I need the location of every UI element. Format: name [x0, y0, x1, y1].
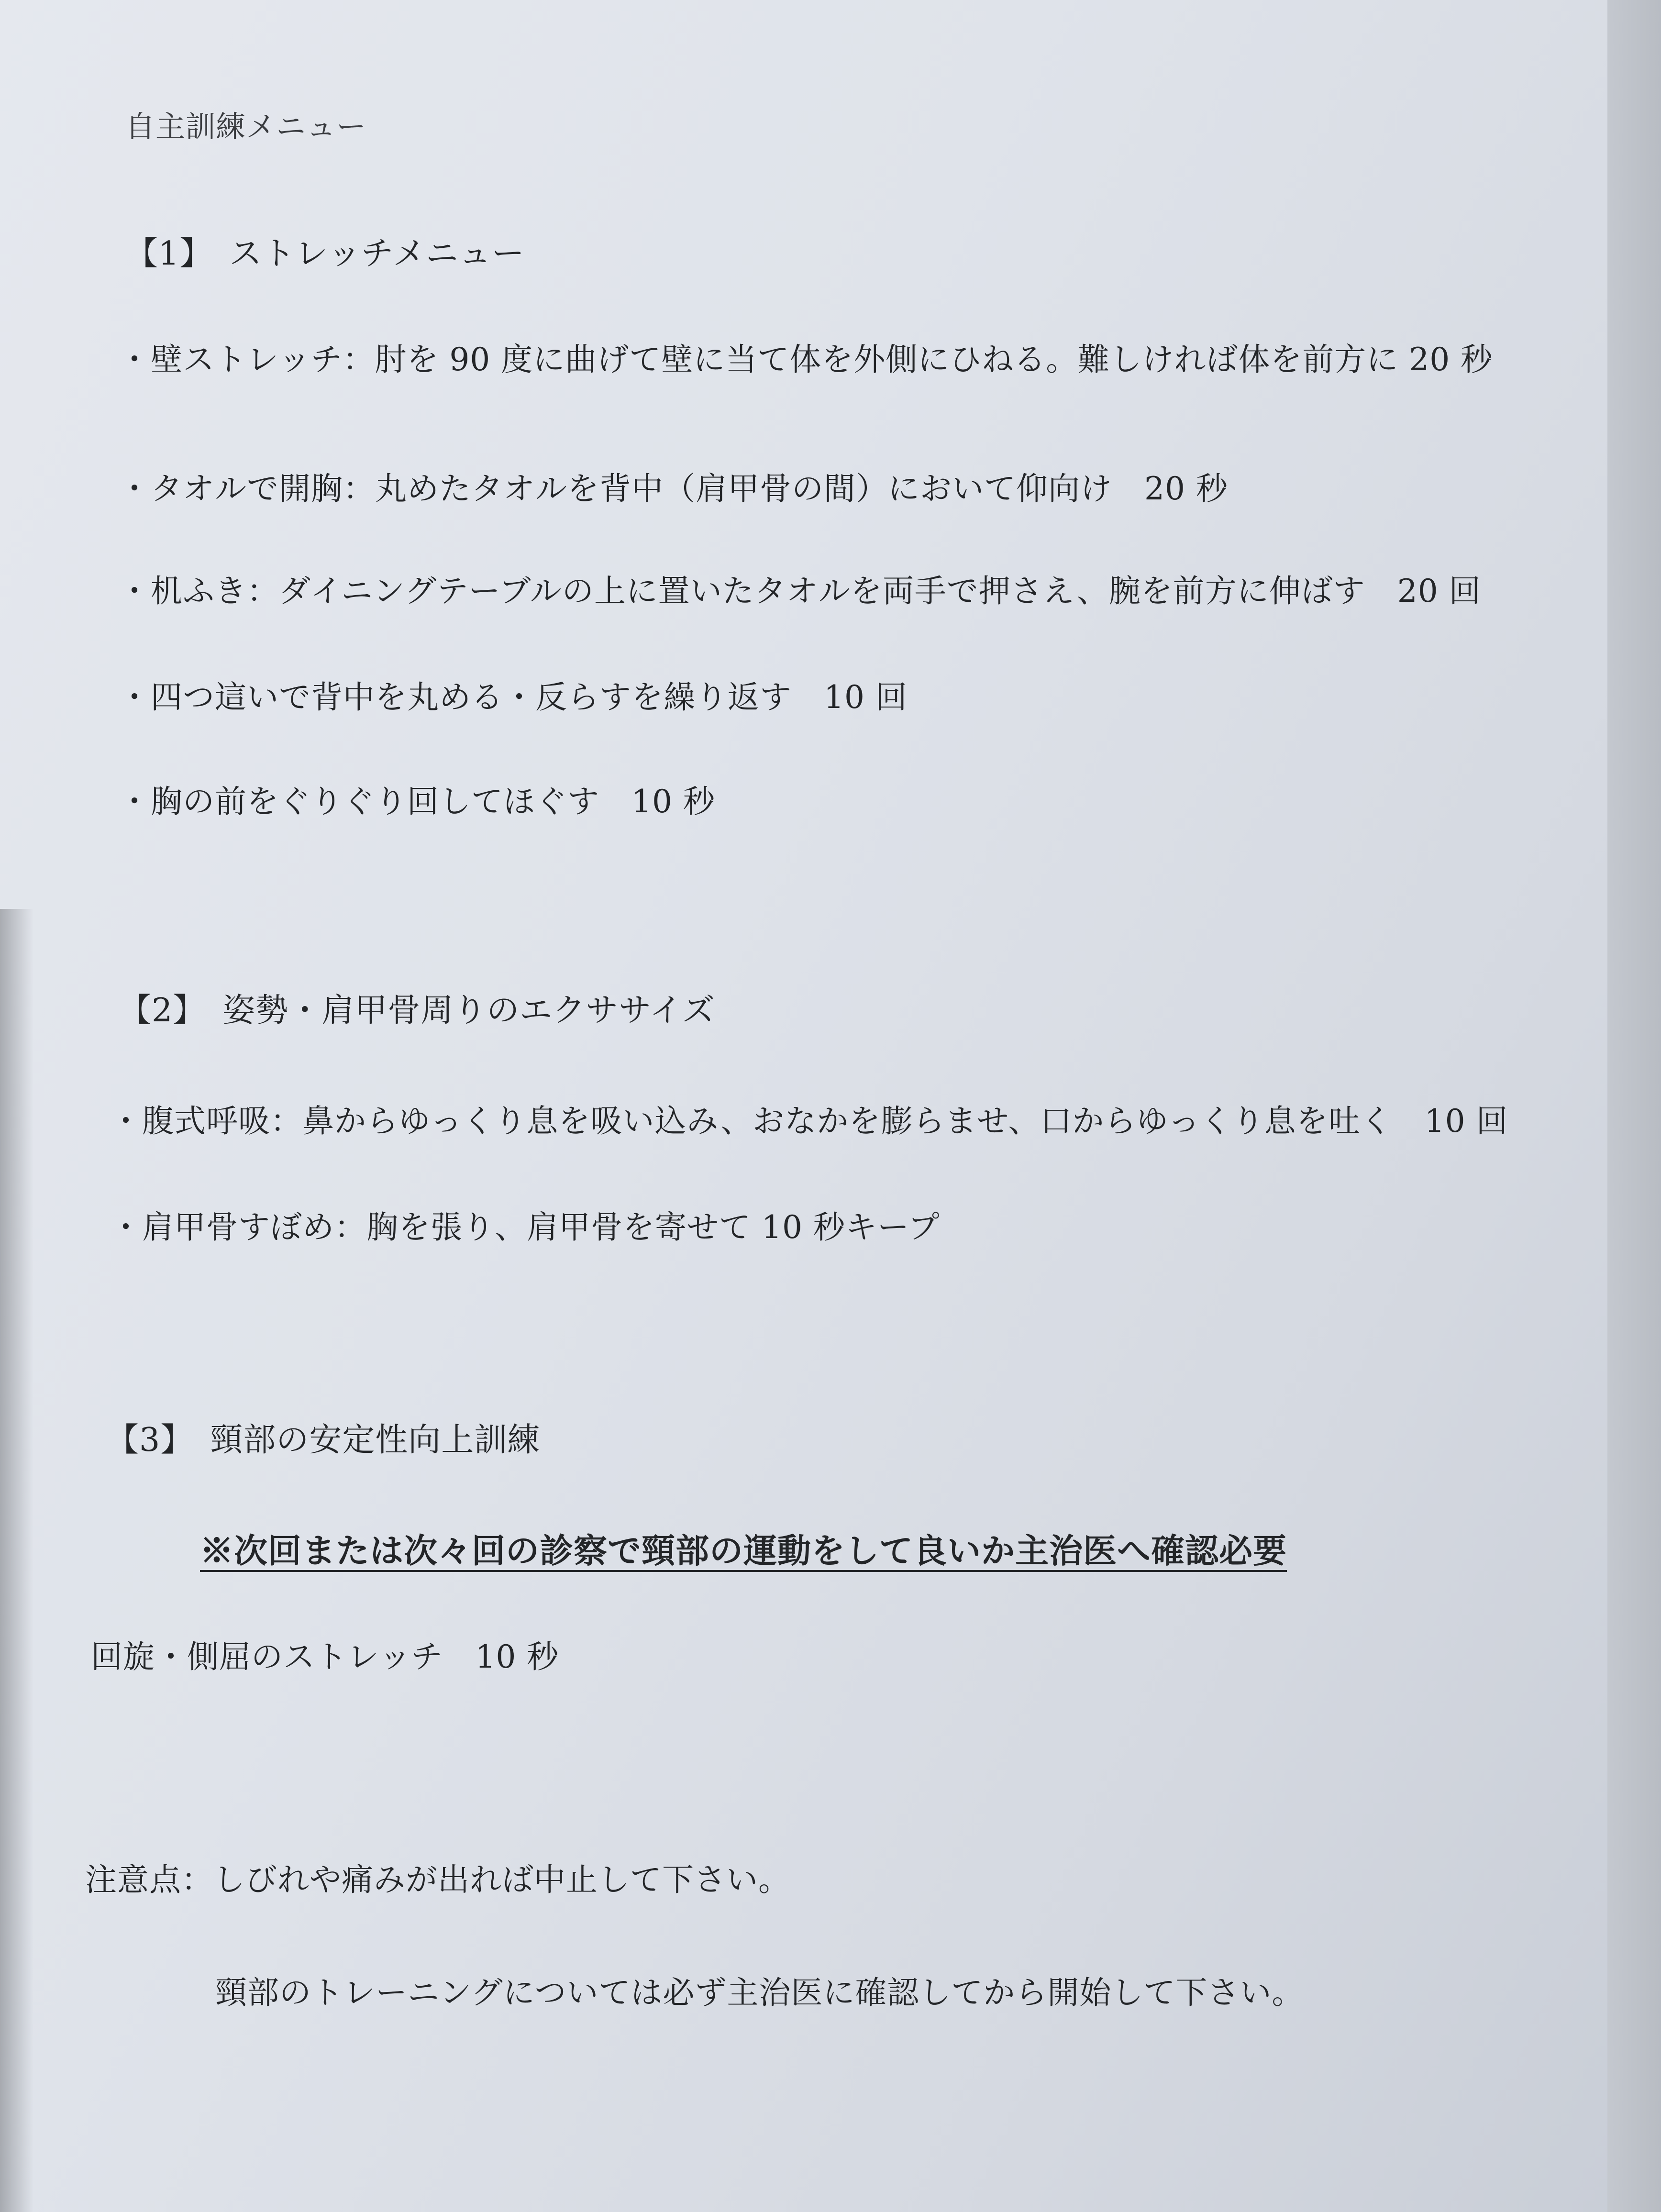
section-2-item-2: ・肩甲骨すぼめ：胸を張り、肩甲骨を寄せて 10 秒キープ	[110, 1209, 940, 1246]
section-1-item-4: ・四つ這いで背中を丸める・反らすを繰り返す 10 回	[119, 679, 908, 716]
page-edge	[1607, 0, 1661, 2212]
section-2-heading: 【2】 姿勢・肩甲骨周りのエクササイズ	[119, 992, 715, 1029]
section-3-heading: 【3】 頸部の安定性向上訓練	[106, 1421, 541, 1459]
section-1-heading: 【1】 ストレッチメニュー	[125, 235, 525, 273]
document-title: 自主訓練メニュー	[125, 109, 367, 144]
section-1-item-3: ・机ふき：ダイニングテーブルの上に置いたタオルを両手で押さえ、腕を前方に伸ばす 20 回	[119, 573, 1481, 609]
section-2-item-1: ・腹式呼吸：鼻からゆっくり息を吸い込み、おなかを膨らませ、口からゆっくり息を吐く 10 回	[110, 1103, 1508, 1139]
caution-text: 注意点：しびれや痛みが出れば中止して下さい。	[85, 1861, 790, 1898]
caution-detail-text: 頸部のトレーニングについては必ず主治医に確認してから開始して下さい。	[215, 1974, 1304, 2011]
section-3-item-1: 回旋・側屈のストレッチ 10 秒	[91, 1638, 559, 1675]
section-3-note: ※次回または次々回の診察で頸部の運動をして良いか主治医へ確認必要	[200, 1531, 1287, 1571]
section-1-item-5: ・胸の前をぐりぐり回してほぐす 10 秒	[119, 783, 715, 820]
section-1-item-2: ・タオルで開胸：丸めたタオルを背中（肩甲骨の間）において仰向け 20 秒	[119, 470, 1228, 507]
page-shadow	[0, 909, 33, 2212]
section-1-item-1: ・壁ストレッチ：肘を 90 度に曲げて壁に当て体を外側にひねる。難しければ体を前方に 20 秒	[119, 341, 1493, 378]
